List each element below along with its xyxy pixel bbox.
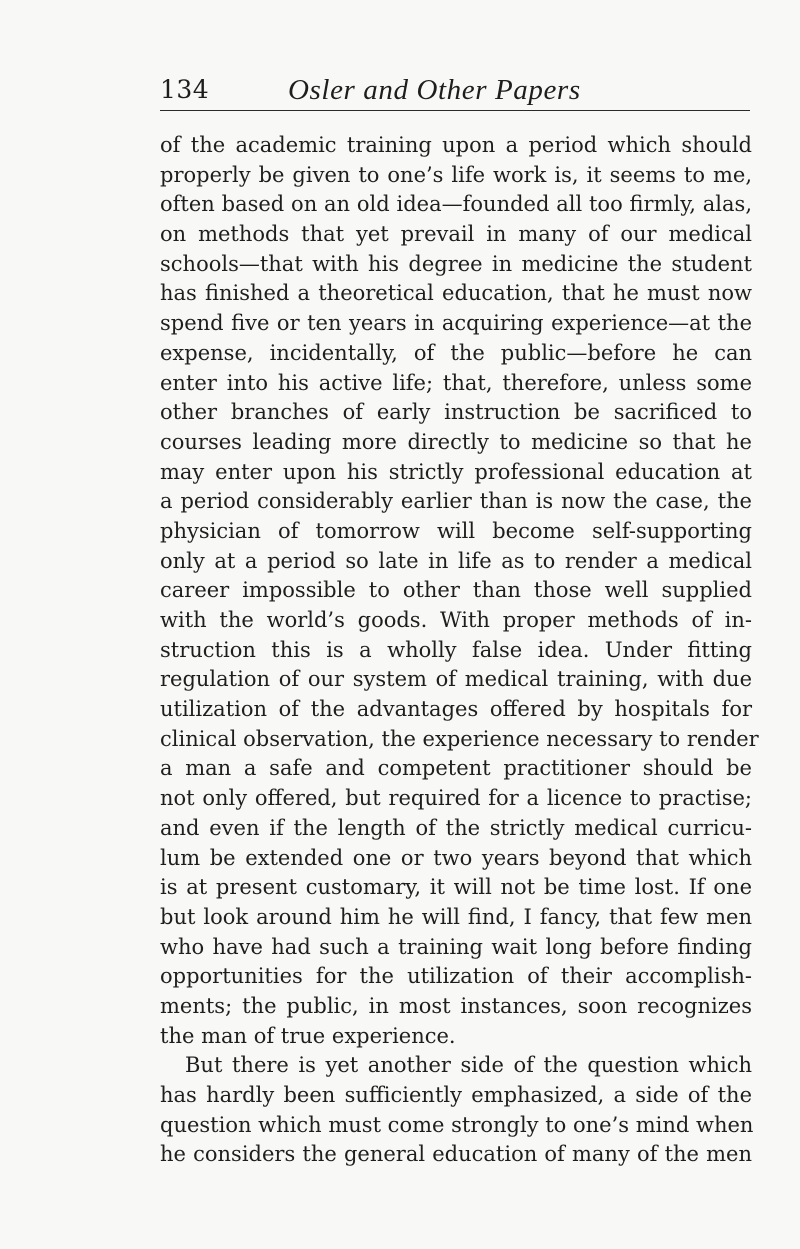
text-line: is at present customary, it will not be time lost. If one xyxy=(160,875,752,900)
text-line: schools—that with his degree in medicine the student xyxy=(160,251,752,276)
text-line: spend five or ten years in acquiring experience—at the xyxy=(160,311,752,336)
text-line: has hardly been sufficiently emphasized, a side of the xyxy=(160,1083,752,1107)
text-line: a man a safe and competent practitioner should be xyxy=(160,756,752,781)
text-line: career impossible to other than those well supplied xyxy=(160,578,752,603)
paragraph-first-line: But there is yet another side of the question which xyxy=(185,1053,752,1078)
text-line: often based on an old idea—founded all too firmly, alas, xyxy=(160,192,752,217)
text-line: physician of tomorrow will become self-supporting xyxy=(160,518,752,543)
text-line: may enter upon his strictly professional education at xyxy=(160,459,752,484)
text-line: on methods that yet prevail in many of our medical xyxy=(160,222,752,247)
text-line: struction this is a wholly false idea. Under fitting xyxy=(160,637,752,662)
running-title: Osler and Other Papers xyxy=(288,74,581,106)
page-number: 134 xyxy=(160,75,210,104)
text-line: regulation of our system of medical training, with due xyxy=(160,667,752,692)
text-line: opportunities for the utilization of their accomplish- xyxy=(160,964,752,989)
text-line: he considers the general education of many of the men xyxy=(160,1142,752,1167)
text-line: but look around him he will find, I fancy, that few men xyxy=(160,904,752,929)
text-line: question which must come strongly to one’s mind when xyxy=(160,1112,754,1137)
text-line: of the academic training upon a period which should xyxy=(160,133,752,157)
text-line: courses leading more directly to medicine so that he xyxy=(160,429,752,454)
page-header xyxy=(160,70,750,111)
text-line: who have had such a training wait long before finding xyxy=(160,934,752,959)
text-line: only at a period so late in life as to render a medical xyxy=(160,548,752,573)
text-line: has finished a theoretical education, that he must now xyxy=(160,281,752,306)
text-line: lum be extended one or two years beyond that which xyxy=(160,845,752,870)
paragraph-last-line: the man of true experience. xyxy=(160,1023,456,1048)
text-line: properly be given to one’s life work is, it seems to me, xyxy=(160,162,752,187)
text-line: expense, incidentally, of the public—before he can xyxy=(160,340,752,365)
text-line: clinical observation, the experience necessary to render xyxy=(160,726,759,751)
text-line: other branches of early instruction be sacrificed to xyxy=(160,400,752,425)
text-line: and even if the length of the strictly medical curricu- xyxy=(160,815,752,840)
text-line: a period considerably earlier than is now the case, the xyxy=(160,489,752,514)
body-text xyxy=(160,131,759,1170)
text-line: enter into his active life; that, therefore, unless some xyxy=(160,370,752,395)
text-line: utilization of the advantages offered by hospitals for xyxy=(160,697,752,722)
text-line: with the world’s goods. With proper methods of in- xyxy=(160,608,752,632)
text-line: ments; the public, in most instances, soon recognizes xyxy=(160,993,752,1018)
text-line: not only offered, but required for a licence to practise; xyxy=(160,786,752,811)
